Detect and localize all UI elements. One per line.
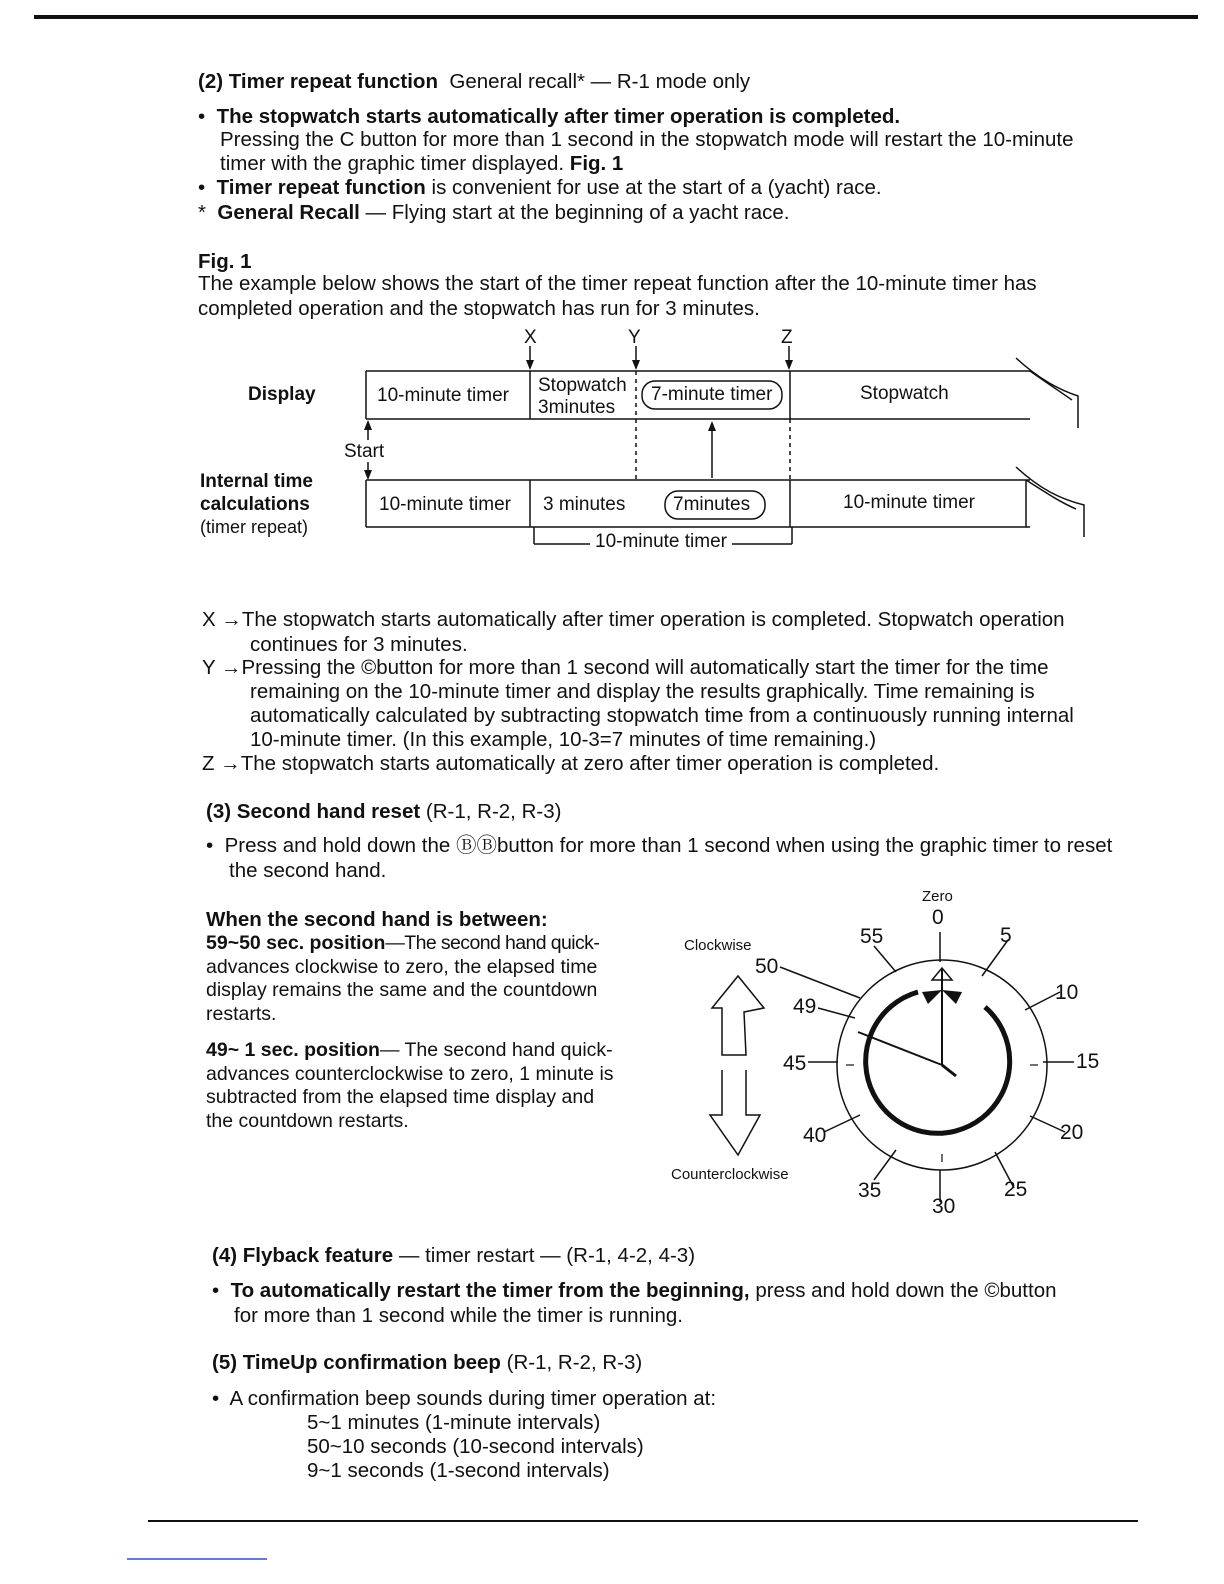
p1-l1: —The second hand quick- (385, 932, 600, 954)
sec3-modes: (R-1, R-2, R-3) (425, 800, 562, 823)
sec5-item1: 5~1 minutes (1-minute intervals) (307, 1411, 601, 1434)
sec4-title: Flyback feature (242, 1244, 394, 1267)
bot-7min: 7minutes (673, 494, 751, 515)
sec2-b1-l3a: timer with the graphic timer displayed. (220, 152, 565, 175)
when-title (206, 908, 548, 932)
sec4-num: (4) (212, 1244, 238, 1267)
sec2-fig-ref: Fig. 1 (569, 152, 624, 175)
top-10min: 10-minute timer (377, 385, 509, 406)
sec2-b1-line2: Pressing the C button for more than 1 second in the stopwatch mode will restart the 10-minute (220, 128, 1074, 151)
sec5-bullet1 (212, 1387, 716, 1411)
x-line1: X →The stopwatch starts automatically after timer operation is completed. Stopwatch operation (202, 608, 1065, 631)
sec2-b3-bold: General Recall (217, 201, 360, 224)
x-line2: continues for 3 minutes. (250, 633, 468, 656)
counterclockwise-label: Counterclockwise (671, 1166, 789, 1183)
top-7min: 7-minute timer (651, 384, 773, 405)
fig1-title-text: Fig. 1 (198, 250, 252, 273)
marker-arrow-left (922, 990, 942, 1004)
bullet-icon: • (212, 1387, 220, 1410)
marker-x: X (524, 327, 537, 348)
sec4-heading (212, 1244, 695, 1268)
sec2-num: (2) (198, 70, 224, 93)
bullet-icon: • (206, 834, 214, 857)
sec5-modes: (R-1, R-2, R-3) (506, 1351, 643, 1374)
when-title-text: When the second hand is between: (206, 908, 548, 931)
bullet-icon: • (198, 176, 206, 199)
p2-l4: the countdown restarts. (206, 1109, 409, 1132)
z-line1: Z →The stopwatch starts automatically at zero after timer operation is completed. (202, 752, 940, 775)
clockwise-label: Clockwise (684, 937, 752, 954)
dial-num-20: 20 (1060, 1121, 1084, 1144)
timeline-diagram (0, 0, 1224, 580)
p2-l3: subtracted from the elapsed time display and (206, 1086, 595, 1108)
y-line3: automatically calculated by subtracting stopwatch time from a continuously running internal (250, 704, 1074, 727)
sec4-b1-rest: press and hold down the ©button (755, 1279, 1057, 1302)
dial-num-5: 5 (1000, 924, 1012, 947)
dial-num-0: 0 (932, 906, 944, 929)
marker-y: Y (628, 327, 641, 348)
dial-zero-label: Zero (922, 888, 953, 905)
sec5-item2: 50~10 seconds (10-second intervals) (307, 1435, 644, 1458)
bullet-icon: • (212, 1279, 220, 1302)
sec5-heading (212, 1351, 642, 1375)
dial-num-35: 35 (858, 1179, 882, 1202)
label-internal-2: calculations (200, 494, 310, 515)
label-display: Display (248, 384, 316, 405)
sec3-bullet1 (206, 834, 1112, 858)
sec2-b2-rest: is convenient for use at the start of a (yacht) race. (431, 176, 882, 199)
blue-mark (127, 1558, 267, 1560)
sec3-b1-line1: Press and hold down the ⒷⒷbutton for more than 1 second when using the graphic timer to reset (224, 834, 1113, 857)
marker-arrow-right (942, 990, 962, 1004)
sec3-b1-line2: the second hand. (229, 859, 387, 882)
y-line4: 10-minute timer. (In this example, 10-3=7 minutes of time remaining.) (250, 728, 877, 751)
y-line2: remaining on the 10-minute timer and display the results graphically. Time remaining is (250, 680, 1035, 703)
sec2-title: Timer repeat function (228, 70, 438, 93)
p2-l1: — The second hand quick- (379, 1039, 613, 1061)
bot-3min: 3 minutes (543, 494, 626, 515)
y-line1: Y →Pressing the ©button for more than 1 second will automatically start the timer for the time (202, 656, 1049, 679)
dial-num-50: 50 (755, 955, 779, 978)
sec3-num: (3) (206, 800, 232, 823)
sec2-b3-rest: — Flying start at the beginning of a yacht race. (365, 201, 790, 224)
fig1-desc-line1: The example below shows the start of the timer repeat function after the 10-minute timer has (198, 272, 1037, 295)
sec3-title: Second hand reset (236, 800, 421, 823)
start-label: Start (344, 441, 385, 462)
p1-l4: restarts. (206, 1002, 277, 1025)
sec5-title: TimeUp confirmation beep (242, 1351, 501, 1374)
bullet-icon: • (198, 105, 206, 128)
para-59-50 (206, 932, 599, 1026)
bottom-rule (148, 1520, 1138, 1522)
top-stopwatch: Stopwatch (860, 383, 949, 404)
dial-num-10: 10 (1055, 981, 1079, 1004)
p1-l2: advances clockwise to zero, the elapsed time (206, 955, 598, 978)
p2-bold: 49~ 1 sec. position (206, 1039, 380, 1061)
top-stopwatch-2: 3minutes (538, 397, 616, 418)
sec5-item3: 9~1 seconds (1-second intervals) (307, 1459, 610, 1482)
dial-num-49: 49 (793, 995, 817, 1018)
dial-num-30: 30 (932, 1195, 956, 1218)
sec2-subtitle: General recall* — R-1 mode only (449, 70, 751, 93)
sec4-rest: — timer restart — (R-1, 4-2, 4-3) (398, 1244, 696, 1267)
sec4-b1-line2: for more than 1 second while the timer is running. (234, 1304, 683, 1327)
dial-num-40: 40 (803, 1124, 827, 1147)
marker-z: Z (781, 327, 793, 348)
dial-num-15: 15 (1076, 1050, 1100, 1073)
p1-l3: display remains the same and the countdown (206, 979, 598, 1001)
top-stopwatch-1: Stopwatch (538, 375, 627, 396)
bot-10min: 10-minute timer (379, 494, 511, 515)
p2-l2: advances counterclockwise to zero, 1 minute is (206, 1062, 614, 1085)
sec2-b1-bold: The stopwatch starts automatically after timer operation is completed. (216, 105, 901, 128)
sec3-heading (206, 800, 561, 824)
p1-bold: 59~50 sec. position (206, 932, 386, 954)
sec2-b2-bold: Timer repeat function (216, 176, 426, 199)
dial-num-55: 55 (860, 925, 884, 948)
dial-num-45: 45 (783, 1052, 807, 1075)
label-internal-1: Internal time (200, 471, 313, 492)
sec4-bullet1 (212, 1279, 1057, 1303)
asterisk-icon: * (198, 201, 206, 224)
sec5-num: (5) (212, 1351, 238, 1374)
sec5-b1: A confirmation beep sounds during timer operation at: (229, 1387, 717, 1410)
bot-10min-b: 10-minute timer (843, 492, 975, 513)
fig1-desc-line2: completed operation and the stopwatch has run for 3 minutes. (198, 297, 760, 320)
bracket-label: 10-minute timer (595, 531, 727, 552)
label-internal-3: (timer repeat) (200, 517, 309, 537)
dial-num-25: 25 (1004, 1178, 1028, 1201)
para-49-1 (206, 1039, 614, 1133)
sec4-b1-bold: To automatically restart the timer from the beginning, (230, 1279, 750, 1302)
